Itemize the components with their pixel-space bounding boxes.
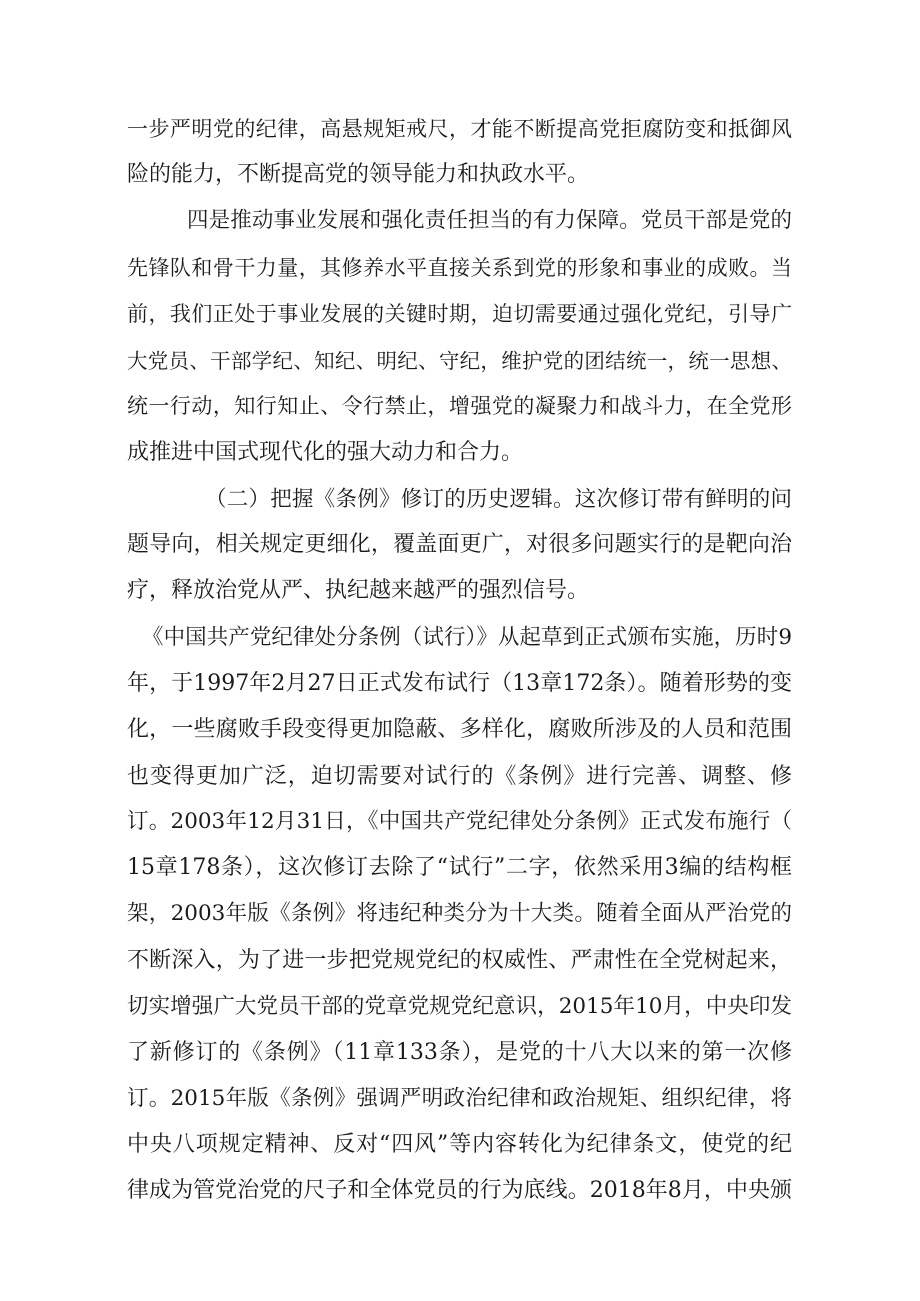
text-line: 成推进中国式现代化的强大动力和合力。 (127, 440, 524, 465)
text-line: 一步严明党的纪律，高悬规矩戒尺，才能不断提高党拒腐防变和抵御风 (127, 117, 792, 141)
text-line: 订。2003年12月31日，《中国共产党纪律处分条例》正式发布施行（ (127, 809, 792, 834)
text-line: 题导向，相关规定更细化，覆盖面更广，对很多问题实行的是靶向治 (127, 532, 792, 557)
text-line: 化，一些腐败手段变得更加隐蔽、多样化，腐败所涉及的人员和范围 (127, 717, 792, 742)
text-line: 不断深入，为了进一步把党规党纪的权威性、严肃性在全党树起来， (127, 948, 792, 973)
text-line: 15章178条），这次修订去除了“试行”二字，依然采用3编的结构框 (127, 855, 792, 880)
text-line: 大党员、干部学纪、知纪、明纪、守纪，维护党的团结统一，统一思想、 (127, 349, 792, 373)
text-line: 也变得更加广泛，迫切需要对试行的《条例》进行完善、调整、修 (127, 764, 792, 789)
text-line: 四是推动事业发展和强化责任担当的有力保障。党员干部是党的 (187, 208, 792, 233)
text-line: 前，我们正处于事业发展的关键时期，迫切需要通过强化党纪，引导广 (127, 302, 792, 326)
text-line: 订。2015年版《条例》强调严明政治纪律和政治规矩、组织纪律，将 (127, 1086, 792, 1111)
text-line: 年，于1997年2月27日正式发布试行（13章172条）。随着形势的变 (127, 671, 792, 696)
text-line: 险的能力，不断提高党的领导能力和执政水平。 (127, 162, 590, 187)
text-line: 切实增强广大党员干部的党章党规党纪意识，2015年10月，中央印发 (127, 994, 792, 1019)
text-line: 律成为管党治党的尺子和全体党员的行为底线。2018年8月，中央颁 (127, 1178, 792, 1203)
text-line: 统一行动，知行知止、令行禁止，增强党的凝聚力和战斗力，在全党形 (127, 394, 792, 418)
text-line: 《中国共产党纪律处分条例（试行）》从起草到正式颁布实施，历时9 (142, 625, 792, 650)
text-line: 先锋队和骨干力量，其修养水平直接关系到党的形象和事业的成败。当 (127, 256, 792, 280)
text-line: （二）把握《条例》修订的历史逻辑。这次修订带有鲜明的问 (205, 487, 792, 512)
text-line: 疗，释放治党从严、执纪越来越严的强烈信号。 (127, 578, 590, 603)
text-line: 中央八项规定精神、反对“四风”等内容转化为纪律条文，使党的纪 (127, 1132, 792, 1157)
text-line: 了新修订的《条例》（11章133条），是党的十八大以来的第一次修 (127, 1040, 792, 1065)
text-line: 架，2003年版《条例》将违纪种类分为十大类。随着全面从严治党的 (127, 901, 792, 926)
